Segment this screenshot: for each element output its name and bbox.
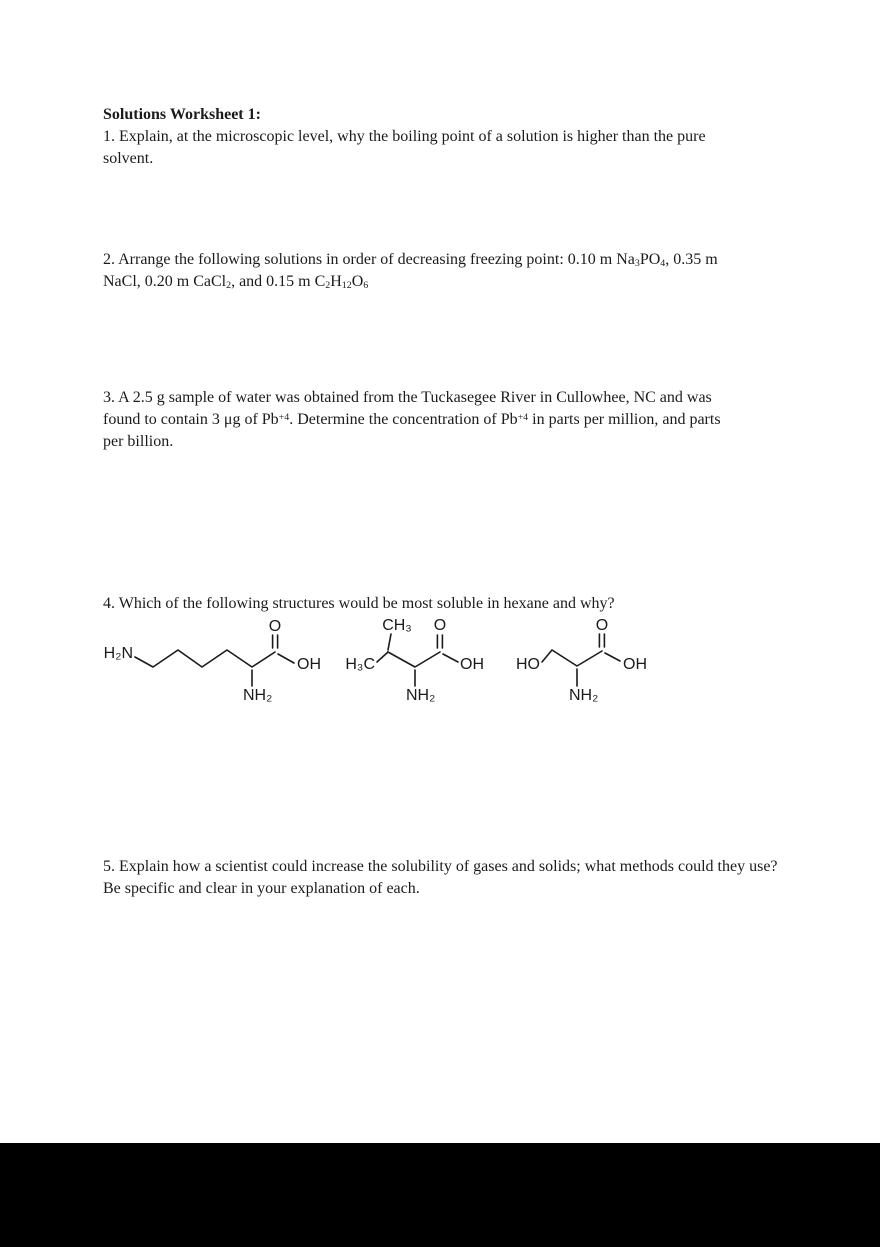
carbonyl-oxygen-label: O: [595, 617, 609, 634]
question-2: 2. Arrange the following solutions in order of decreasing freezing point: 0.10 m $Na_3PO_4$, 0.35 m NaCl, 0.20 m CaCl$_2$, and 0.15 m $C_2H_{12}O_6$: [103, 251, 718, 292]
molecule-1-lysine-structure: [104, 618, 321, 704]
methyl-left-label: H₃C: [345, 656, 375, 673]
carbon-skeleton: [135, 635, 294, 686]
question-5: 5. Explain how a scientist could increase the solubility of gases and solids; what methods could they use? Be specific and clear in your explanation of each.: [103, 858, 778, 897]
carbonyl-oxygen-label: O: [433, 617, 447, 634]
methyl-top-label: CH₃: [382, 617, 412, 634]
hydroxyl-label: OH: [623, 656, 647, 673]
header-block: [103, 104, 803, 170]
carbon-skeleton: [542, 634, 620, 686]
bottom-black-bar: [0, 1143, 880, 1247]
carbon-skeleton: [377, 634, 458, 686]
hydroxyl-left-label: HO: [516, 656, 540, 673]
chemical-structures-illustration: [95, 608, 670, 710]
carbonyl-oxygen-label: O: [268, 618, 282, 635]
alpha-amine-label: NH₂: [406, 687, 436, 704]
question-3: 3. A 2.5 g sample of water was obtained from the Tuckasegee River in Cullowhee, NC and was found to contain 3 μg of $Pb^{+4}$. Determine the concentration of $Pb^{+4}$ in parts per million, and parts per billion.: [103, 389, 721, 450]
question-1: 1. Explain, at the microscopic level, why the boiling point of a solution is higher than the pure solvent.: [103, 128, 706, 167]
question-4: 4. Which of the following structures would be most soluble in hexane and why?: [103, 595, 615, 612]
molecule-2-valine-structure: [345, 617, 484, 704]
worksheet-title: Solutions Worksheet 1:: [103, 106, 261, 123]
molecule-3-serine-structure: [516, 617, 647, 704]
hydroxyl-label: OH: [460, 656, 484, 673]
alpha-amine-label: NH₂: [243, 687, 273, 704]
alpha-amine-label: NH₂: [569, 687, 599, 704]
hydroxyl-label: OH: [297, 656, 321, 673]
amine-label: H₂N: [103, 645, 133, 662]
